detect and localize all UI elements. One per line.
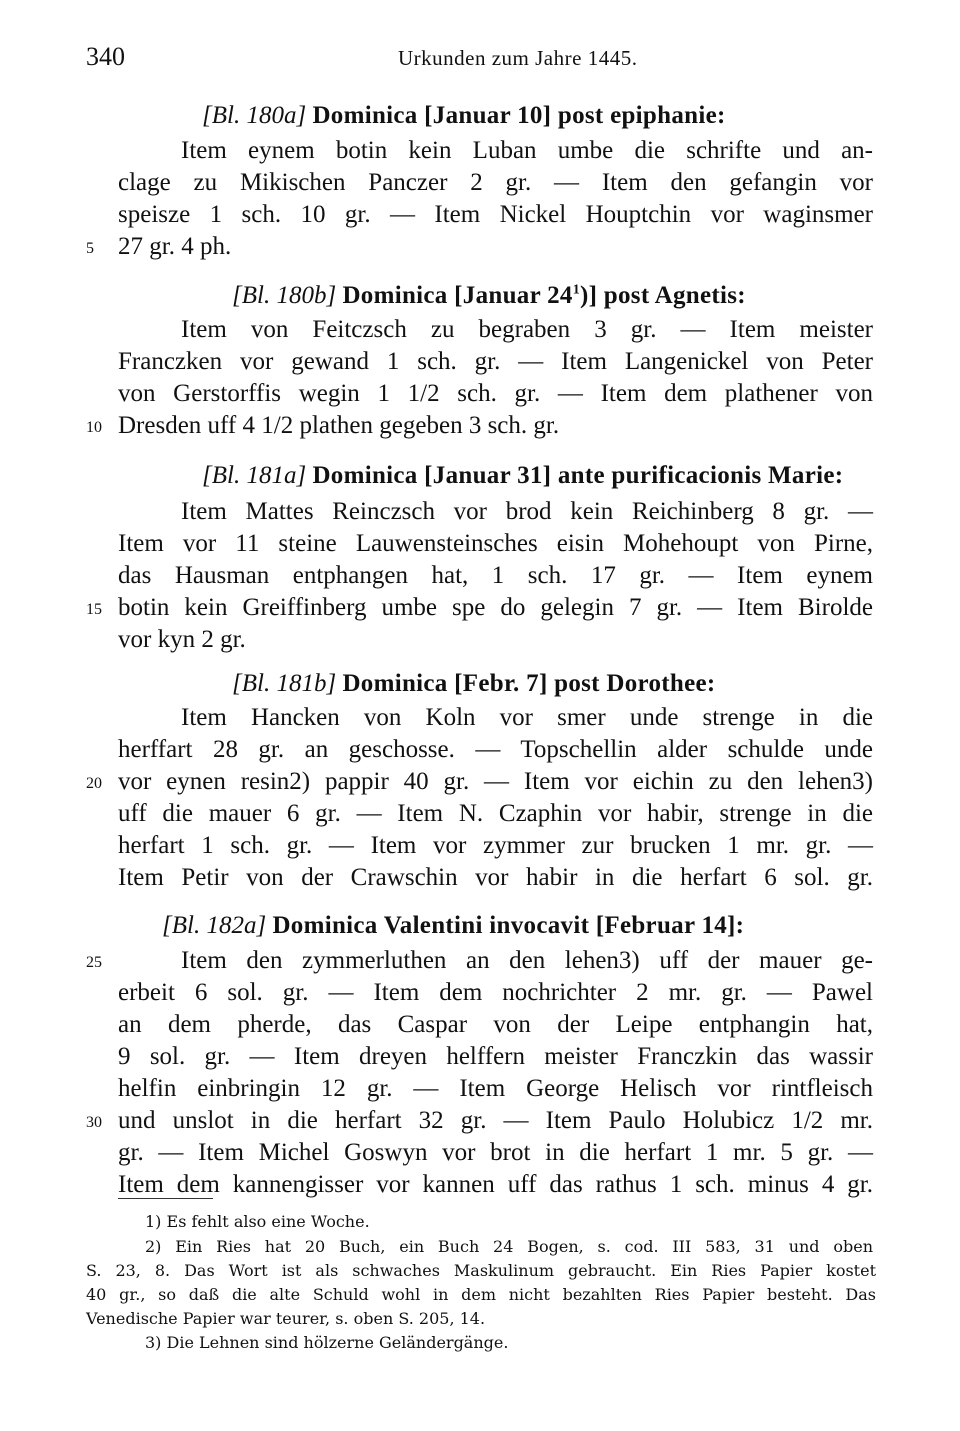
text-line: Dresden uff 4 1/2 plathen gegeben 3 sch. gr.: [118, 412, 560, 439]
section-heading: [232, 280, 746, 312]
footnote: 2) Ein Ries hat 20 Buch, ein Buch 24 Bogen, s. cod. III 583, 31 und oben: [145, 1237, 873, 1256]
text-line: an dem pherde, das Caspar von der Leipe entphangin hat,: [118, 1011, 873, 1038]
text-line: herfart 1 sch. gr. — Item vor zymmer zur brucken 1 mr. gr. —: [118, 832, 873, 859]
text-line: Item eynem botin kein Luban umbe die schrifte und an-: [181, 137, 873, 164]
footnote: 40 gr., so daß die alte Schuld wohl in dem nicht bezahlten Ries Papier besteht. Das: [86, 1285, 876, 1304]
folio-reference: [Bl. 182a]: [162, 912, 267, 939]
footnote: 3) Die Lehnen sind hölzerne Geländergänge.: [145, 1333, 509, 1352]
text-line: Item den zymmerluthen an den lehen3) uff der mauer ge-: [181, 947, 873, 974]
section-title: Dominica [Januar 10] post epiphanie:: [312, 102, 726, 129]
section-heading: [202, 460, 843, 492]
text-line: herffart 28 gr. an geschosse. — Topschellin alder schulde unde: [118, 736, 873, 763]
line-number: 10: [86, 419, 102, 436]
text-line: Item Mattes Reinczsch vor brod kein Reichinberg 8 gr. —: [181, 498, 873, 525]
text-line: erbeit 6 sol. gr. — Item dem nochrichter 2 mr. gr. — Pawel: [118, 979, 873, 1006]
text-line: Item vor 11 steine Lauwensteinsches eisin Mohehoupt von Pirne,: [118, 530, 873, 557]
section-heading: [162, 910, 744, 942]
line-number: 5: [86, 240, 94, 257]
section-title: Dominica [Januar 31] ante purificacionis Marie:: [312, 462, 844, 489]
line-number: 20: [86, 775, 102, 792]
folio-reference: [Bl. 180b]: [232, 282, 337, 309]
text-line: 9 sol. gr. — Item dreyen helffern meister Franczkin das wassir: [118, 1043, 873, 1070]
line-number: 15: [86, 601, 102, 618]
text-line: vor eynen resin2) pappir 40 gr. — Item vor eichin zu den lehen3): [118, 768, 873, 795]
text-line: uff die mauer 6 gr. — Item N. Czaphin vor habir, strenge in die: [118, 800, 873, 827]
text-line: vor kyn 2 gr.: [118, 626, 246, 653]
folio-reference: [Bl. 181a]: [202, 462, 307, 489]
text-line: speisze 1 sch. 10 gr. — Item Nickel Houptchin vor waginsmer: [118, 201, 873, 228]
page-number: 340: [86, 42, 125, 71]
section-heading: [202, 100, 726, 132]
text-line: und unslot in die herfart 32 gr. — Item Paulo Holubicz 1/2 mr.: [118, 1107, 873, 1134]
text-line: das Hausman entphangen hat, 1 sch. 17 gr. — Item eynem: [118, 562, 873, 589]
text-line: Item Hancken von Koln vor smer unde strenge in die: [181, 704, 873, 731]
running-title: Urkunden zum Jahre 1445.: [398, 46, 638, 70]
text-line: Item Petir von der Crawschin vor habir in die herfart 6 sol. gr.: [118, 864, 873, 891]
text-line: 27 gr. 4 ph.: [118, 233, 232, 260]
line-number: 30: [86, 1114, 102, 1131]
folio-reference: [Bl. 181b]: [232, 670, 337, 697]
text-line: botin kein Greiffinberg umbe spe do gelegin 7 gr. — Item Birolde: [118, 594, 873, 621]
footnote-rule: [118, 1198, 213, 1199]
section-heading: [232, 668, 715, 700]
footnote: Venedische Papier war teurer, s. oben S. 205, 14.: [86, 1309, 486, 1328]
line-number: 25: [86, 954, 102, 971]
section-title: Dominica [Febr. 7] post Dorothee:: [342, 670, 716, 697]
section-title: Dominica [Januar $24^1$)] post Agnetis:: [342, 282, 746, 309]
footnote: 1) Es fehlt also eine Woche.: [145, 1212, 370, 1231]
footnote-marker: 1: [572, 282, 580, 298]
section-title: Dominica Valentini invocavit [Februar 14]:: [272, 912, 745, 939]
text-line: clage zu Mikischen Panczer 2 gr. — Item den gefangin vor: [118, 169, 873, 196]
text-line: gr. — Item Michel Goswyn vor brot in die herfart 1 mr. 5 gr. —: [118, 1139, 873, 1166]
text-line: helfin einbringin 12 gr. — Item George Helisch vor rintfleisch: [118, 1075, 873, 1102]
text-line: Item dem kannengisser vor kannen uff das rathus 1 sch. minus 4 gr.: [118, 1171, 873, 1198]
text-line: Franczken vor gewand 1 sch. gr. — Item Langenickel von Peter: [118, 348, 873, 375]
folio-reference: [Bl. 180a]: [202, 102, 307, 129]
text-line: Item von Feitczsch zu begraben 3 gr. — Item meister: [181, 316, 873, 343]
footnote: S. 23, 8. Das Wort ist als schwaches Maskulinum gebraucht. Ein Ries Papier kostet: [86, 1261, 876, 1280]
text-line: von Gerstorffis wegin 1 1/2 sch. gr. — Item dem plathener von: [118, 380, 873, 407]
